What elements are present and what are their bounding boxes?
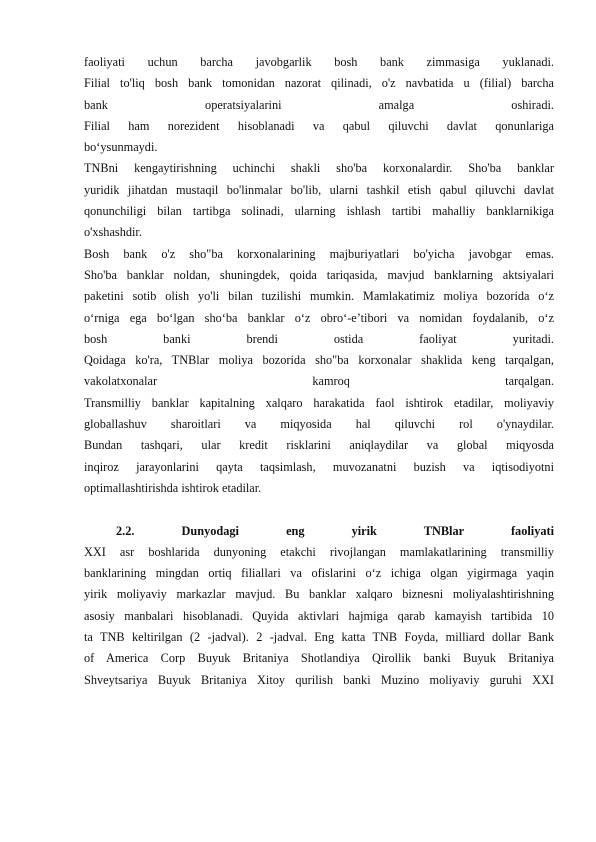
text-line: paketini sotib olish yo'li bilan tuzilishi mumkin. Mamlakatimiz moliya bozorida o‘z	[84, 289, 554, 304]
text-line: Bosh bank o'z sho"ba korxonalarining majburiyatlari bo'yicha javobgar emas.	[84, 246, 554, 261]
text-line: Bundan tashqari, ular kredit risklarini aniqlaydilar va global miqyosda	[84, 438, 554, 453]
paragraph-block-2	[84, 542, 554, 691]
text-line: Shveytsariya Buyuk Britaniya Xitoy qurilish banki Muzino moliyaviy guruhi XXI	[84, 672, 554, 687]
section-heading: 2.2. Dunyodagi eng yirik TNBlar faoliyati	[116, 523, 554, 538]
text-line: inqiroz jarayonlarini qayta taqsimlash, muvozanatni buzish va iqtisodiyotni	[84, 459, 554, 474]
text-line: o'xshashdir.	[84, 225, 142, 240]
text-line: bank operatsiyalarini amalga oshiradi.	[84, 97, 554, 112]
text-line: faoliyati uchun barcha javobgarlik bosh bank zimmasiga yuklanadi.	[84, 55, 554, 69]
text-line: Filial ham norezident hisoblanadi va qabul qiluvchi davlat qonunlariga	[84, 118, 554, 133]
text-line: globallashuv sharoitlari va miqyosida hal qiluvchi rol o'ynaydilar.	[84, 417, 554, 432]
text-line: qonunchiligi bilan tartibga solinadi, ularning ishlash tartibi mahalliy banklarnikiga	[84, 204, 554, 219]
text-line: Filial to'liq bosh bank tomonidan nazorat qilinadi, o'z navbatida u (filial) barcha	[84, 76, 554, 91]
text-line: XXI asr boshlarida dunyoning etakchi rivojlangan mamlakatlarining transmilliy	[84, 544, 554, 559]
text-line: vakolatxonalar kamroq tarqalgan.	[84, 374, 554, 389]
text-line: banklarining mingdan ortiq filiallari va ofislarini o‘z ichiga olgan yigirmaga yaqin	[84, 566, 554, 581]
text-line: Sho'ba banklar noldan, shuningdek, qoida tariqasida, mavjud banklarning aktsiyalari	[84, 267, 554, 282]
text-line: yuridik jihatdan mustaqil bo'linmalar bo'lib, ularni tashkil etish qabul qiluvchi davlat	[84, 182, 554, 197]
text-line: ta TNB keltirilgan (2 -jadval). 2 -jadval. Eng katta TNB Foyda, milliard dollar Bank	[84, 630, 554, 645]
text-line: asosiy manbalari hisoblanadi. Quyida aktivlari hajmiga qarab kamayish tartibida 10	[84, 608, 554, 623]
spacer	[84, 499, 554, 520]
text-line: Transmilliy banklar kapitalning xalqaro harakatida faol ishtirok etadilar, moliyaviy	[84, 395, 554, 410]
text-line: TNBni kengaytirishning uchinchi shakli sho'ba korxonalardir. Sho'ba banklar	[84, 161, 554, 176]
document-page	[84, 52, 554, 691]
text-line: Qoidaga ko'ra, TNBlar moliya bozorida sho"ba korxonalar shaklida keng tarqalgan,	[84, 353, 554, 368]
text-line: bo‘ysunmaydi.	[84, 140, 158, 155]
text-line: of America Corp Buyuk Britaniya Shotlandiya Qirollik banki Buyuk Britaniya	[84, 651, 554, 666]
text-line: optimallashtirishda ishtirok etadilar.	[84, 480, 262, 495]
paragraph-block-1	[84, 52, 554, 499]
text-line: yirik moliyaviy markazlar mavjud. Bu banklar xalqaro biznesni moliyalashtirishning	[84, 587, 554, 602]
text-line: o‘rniga ega bo‘lgan sho‘ba banklar o‘z obro‘-e’tibori va nomidan foydalanib, o‘z	[84, 310, 554, 325]
text-line: bosh banki brendi ostida faoliyat yuritadi.	[84, 331, 554, 346]
